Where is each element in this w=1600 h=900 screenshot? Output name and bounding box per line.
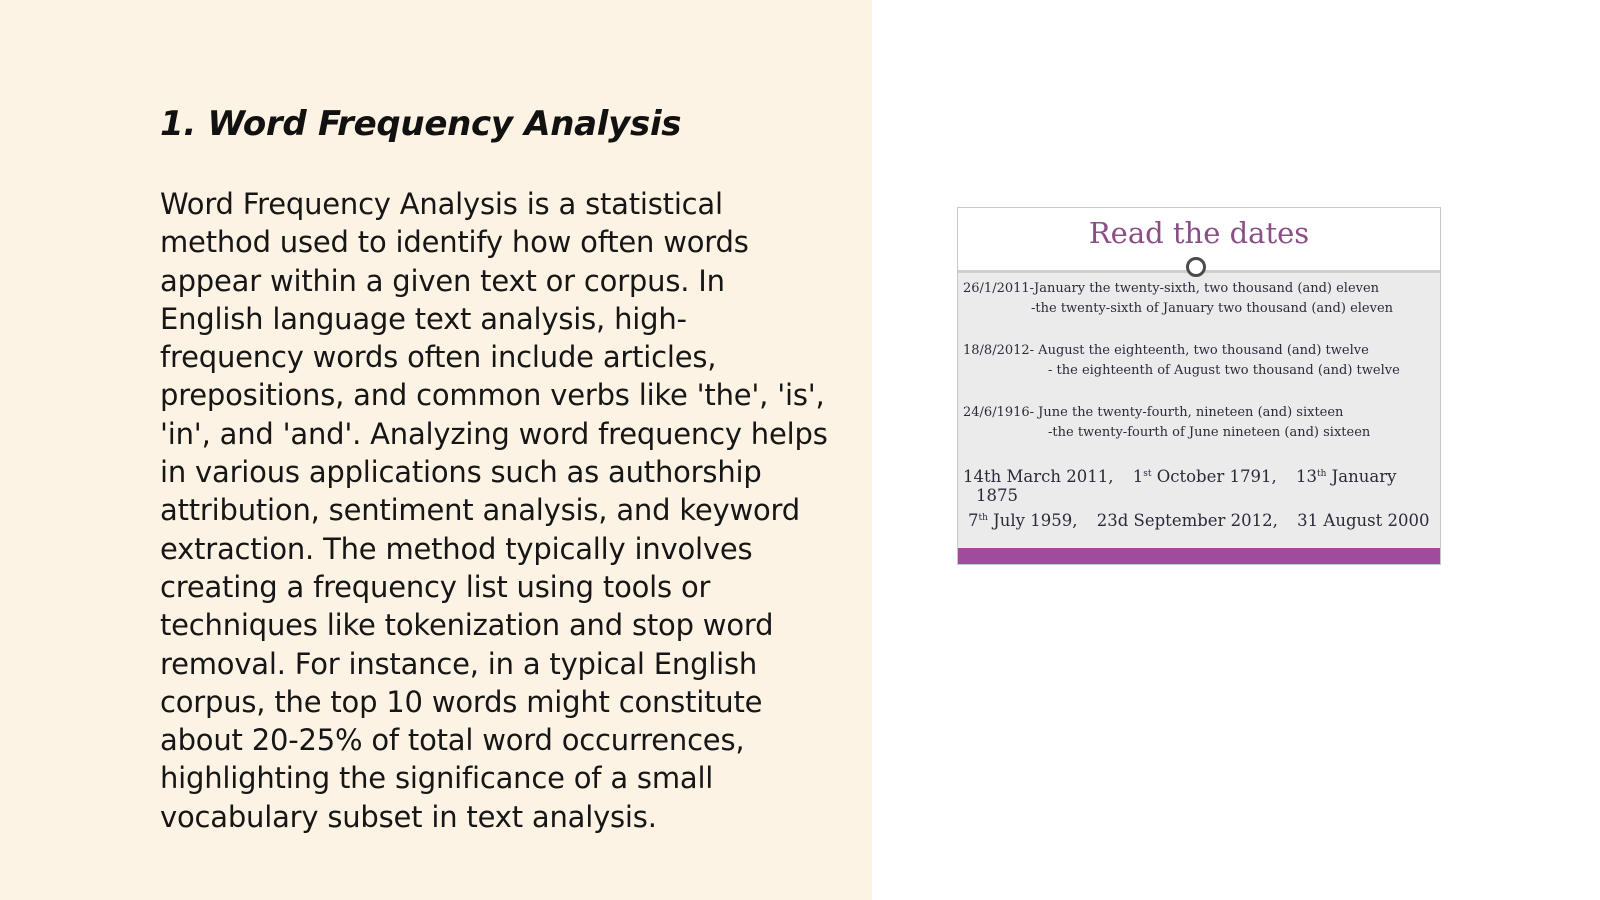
date-23-september: 23d September 2012, — [1096, 511, 1278, 530]
dates-slide-image — [957, 207, 1441, 565]
date-7-july: 7th July 1959, — [968, 511, 1078, 530]
date-14-march: 14th March 2011, — [963, 467, 1114, 486]
date-13-january: 13th January — [1296, 467, 1397, 486]
example-3-line-2: -the twenty-fourth of June nineteen (and) sixteen — [1048, 425, 1371, 440]
example-1-line-2: -the twenty-sixth of January two thousand (and) eleven — [1031, 301, 1394, 316]
dates-row-1 — [963, 467, 1396, 486]
date-1875: 1875 — [976, 486, 1018, 505]
example-2-line-1: 18/8/2012- August the eighteenth, two thousand (and) twelve — [963, 343, 1369, 358]
image-title: Read the dates — [1088, 216, 1310, 250]
image-footer-bar — [958, 548, 1440, 564]
dates-row-2 — [968, 511, 1429, 530]
date-31-august: 31 August 2000 — [1297, 511, 1430, 530]
ring-icon — [1186, 257, 1206, 277]
slide-heading: 1. Word Frequency Analysis — [160, 104, 682, 144]
example-3-line-1: 24/6/1916- June the twenty-fourth, nineteen (and) sixteen — [963, 405, 1344, 420]
slide-paragraph: Word Frequency Analysis is a statistical method used to identify how often words appear within a given text or corpus. In English language text analysis, high-frequency words often include articles, prepositions, and common verbs like 'the', 'is', 'in', and 'and'. Analyzing word frequency helps in various applications such as authorship attribution, sentiment analysis, and keyword extraction. The method typically involves creating a frequency list using tools or techniques like tokenization and stop word removal. For instance, in a typical English corpus, the top 10 words might constitute about 20-25% of total word occurrences, highlighting the significance of a small vocabulary subset in text analysis. — [160, 187, 828, 834]
date-1-october: 1st October 1791, — [1132, 467, 1277, 486]
example-2-line-2: - the eighteenth of August two thousand (and) twelve — [1048, 363, 1400, 378]
example-1-line-1: 26/1/2011-January the twenty-sixth, two thousand (and) eleven — [963, 281, 1380, 296]
